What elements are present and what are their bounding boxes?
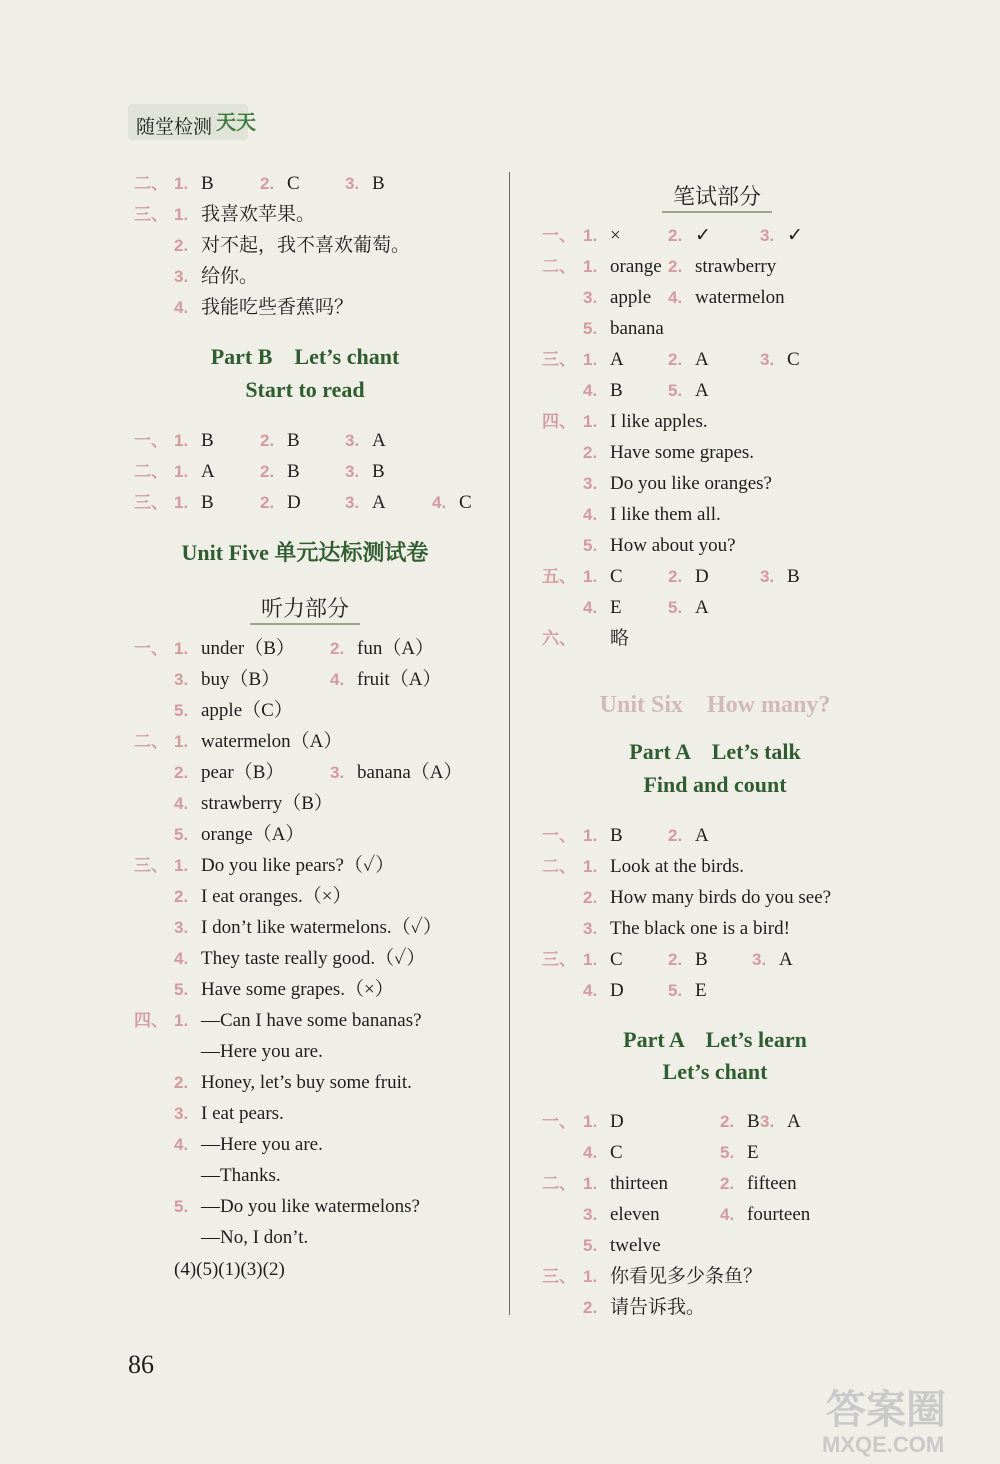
answer-text: strawberry <box>695 256 777 277</box>
answer-text: Have some grapes. <box>610 442 755 463</box>
answer-text: Honey, let’s buy some fruit. <box>201 1072 412 1093</box>
section-marker: 四、 <box>542 412 576 431</box>
answer-text: The black one is a bird! <box>610 918 790 939</box>
answer-text: B <box>372 461 385 482</box>
answer-text: fun（A） <box>357 638 435 659</box>
item-number: 1. <box>174 493 189 512</box>
item-number: 2. <box>174 763 189 782</box>
answer-text: ✓ <box>695 225 711 246</box>
answer-text: 略 <box>610 628 630 649</box>
section-marker: 三、 <box>134 856 168 875</box>
item-number: 1. <box>174 639 189 658</box>
item-number: 4. <box>174 1135 189 1154</box>
item-number: 1. <box>174 205 189 224</box>
item-number: 3. <box>345 493 360 512</box>
item-number: 2. <box>174 236 189 255</box>
answer-text: Do you like oranges? <box>610 473 772 494</box>
item-number: 3. <box>760 567 775 586</box>
answer-text: —No, I don’t. <box>201 1227 309 1248</box>
answer-text: apple <box>610 287 652 308</box>
item-number: 4. <box>174 794 189 813</box>
answer-text: banana <box>610 318 664 339</box>
answer-text: A <box>787 1111 801 1132</box>
item-number: 3. <box>345 462 360 481</box>
item-number: 4. <box>668 288 683 307</box>
answer-text: How about you? <box>610 535 736 556</box>
item-number: 1. <box>583 826 598 845</box>
item-number: 5. <box>668 381 683 400</box>
item-number: 2. <box>583 1298 598 1317</box>
answer-text: A <box>372 430 386 451</box>
item-number: 2. <box>668 826 683 845</box>
item-number: 2. <box>260 462 275 481</box>
item-number: 4. <box>432 493 447 512</box>
answer-text: B <box>695 949 708 970</box>
answer-text: A <box>695 349 709 370</box>
item-number: 1. <box>583 1174 598 1193</box>
item-number: 1. <box>583 1267 598 1286</box>
answer-text: I eat pears. <box>201 1103 284 1124</box>
item-number: 3. <box>174 670 189 689</box>
item-number: 1. <box>174 732 189 751</box>
section-marker: 三、 <box>542 950 576 969</box>
answer-text: A <box>610 349 624 370</box>
item-number: 2. <box>260 431 275 450</box>
item-number: 4. <box>174 298 189 317</box>
answer-text: under（B） <box>201 638 295 659</box>
watermark-url: MXQE.COM <box>822 1432 945 1457</box>
answer-text: fruit（A） <box>357 669 442 690</box>
item-number: 1. <box>583 257 598 276</box>
answer-text: buy（B） <box>201 669 281 690</box>
item-number: 3. <box>583 1205 598 1224</box>
answer-text: twelve <box>610 1235 661 1256</box>
answer-text: fourteen <box>747 1204 811 1225</box>
answer-text: B <box>201 173 214 194</box>
item-number: 2. <box>668 950 683 969</box>
watermark-logo: 答案圈 <box>826 1388 946 1432</box>
answer-text: 你看见多少条鱼？ <box>610 1266 763 1287</box>
item-number: 2. <box>260 174 275 193</box>
answer-text: —Here you are. <box>201 1134 323 1155</box>
item-number: 3. <box>174 918 189 937</box>
section-marker: 三、 <box>134 493 168 512</box>
item-number: 4. <box>583 598 598 617</box>
item-number: 5. <box>668 981 683 1000</box>
answer-text: I like them all. <box>610 504 721 525</box>
part-a-learn-heading-2: Let’s chant <box>662 1059 768 1084</box>
unit-five-title: Unit Five 单元达标测试卷 <box>181 540 429 565</box>
item-number: 2. <box>720 1174 735 1193</box>
item-number: 1. <box>174 1011 189 1030</box>
answer-text: ✓ <box>787 225 803 246</box>
section-marker: 三、 <box>542 1267 576 1286</box>
item-number: 4. <box>583 381 598 400</box>
answer-text: watermelon（A） <box>201 731 343 752</box>
item-number: 3. <box>330 763 345 782</box>
item-number: 3. <box>345 174 360 193</box>
answer-text: apple（C） <box>201 700 293 721</box>
item-number: 3. <box>174 1104 189 1123</box>
section-marker: 三、 <box>134 205 168 224</box>
order-answer: (4)(5)(1)(3)(2) <box>174 1259 285 1280</box>
answer-text: watermelon <box>695 287 785 308</box>
item-number: 2. <box>668 567 683 586</box>
answer-text: B <box>787 566 800 587</box>
section-marker: 二、 <box>134 732 168 751</box>
item-number: 2. <box>668 257 683 276</box>
item-number: 3. <box>583 919 598 938</box>
item-number: 3. <box>583 474 598 493</box>
item-number: 4. <box>174 949 189 968</box>
answer-text: C <box>287 173 300 194</box>
section-marker: 三、 <box>542 350 576 369</box>
header-title: 随堂检测 <box>136 116 213 138</box>
answer-text: Do you like pears?（✓） <box>201 855 395 876</box>
answer-text: I don’t like watermelons.（✓） <box>201 917 442 938</box>
answer-text: banana（A） <box>357 762 463 783</box>
item-number: 1. <box>174 431 189 450</box>
answer-text: C <box>787 349 800 370</box>
item-number: 2. <box>330 639 345 658</box>
page-number: 86 <box>128 1350 154 1379</box>
answer-text: 我喜欢苹果。 <box>201 204 316 225</box>
section-marker: 五、 <box>542 567 576 586</box>
answer-text: B <box>747 1111 760 1132</box>
answer-text: × <box>610 225 621 246</box>
item-number: 2. <box>260 493 275 512</box>
answer-text: C <box>459 492 472 513</box>
section-marker: 二、 <box>134 462 168 481</box>
answer-text: B <box>201 430 214 451</box>
answer-text: E <box>695 980 707 1001</box>
answer-text: thirteen <box>610 1173 669 1194</box>
answer-text: D <box>610 980 624 1001</box>
item-number: 1. <box>174 174 189 193</box>
header-accent: 天天 <box>216 110 256 134</box>
item-number: 3. <box>345 431 360 450</box>
part-b-heading-1: Part B Let’s chant <box>210 344 400 369</box>
section-marker: 一、 <box>542 226 576 245</box>
answer-text: —Do you like watermelons? <box>201 1196 420 1217</box>
item-number: 4. <box>720 1205 735 1224</box>
answer-text: A <box>695 825 709 846</box>
answer-text: orange <box>610 256 662 277</box>
part-a-talk-heading-2: Find and count <box>643 772 787 797</box>
answer-text: C <box>610 1142 623 1163</box>
section-marker: 二、 <box>542 257 576 276</box>
column-divider <box>509 172 510 1315</box>
item-number: 1. <box>583 567 598 586</box>
answer-text: —Can I have some bananas? <box>201 1010 422 1031</box>
answer-text: fifteen <box>747 1173 797 1194</box>
item-number: 1. <box>583 857 598 876</box>
part-a-talk-heading-1: Part A Let’s talk <box>629 739 801 764</box>
item-number: 1. <box>583 350 598 369</box>
answer-text: 给你。 <box>201 266 259 287</box>
answer-text: B <box>372 173 385 194</box>
written-heading: 笔试部分 <box>662 180 772 213</box>
answer-text: C <box>610 566 623 587</box>
item-number: 2. <box>583 443 598 462</box>
item-number: 3. <box>760 1112 775 1131</box>
section-marker: 一、 <box>542 1112 576 1131</box>
item-number: 2. <box>668 226 683 245</box>
item-number: 2. <box>174 887 189 906</box>
answer-text: 对不起，我不喜欢葡萄。 <box>201 235 411 256</box>
answer-text: —Here you are. <box>201 1041 323 1062</box>
item-number: 5. <box>668 598 683 617</box>
item-number: 4. <box>583 981 598 1000</box>
answer-text: E <box>747 1142 759 1163</box>
item-number: 5. <box>583 536 598 555</box>
section-marker: 四、 <box>134 1011 168 1030</box>
answer-text: D <box>287 492 301 513</box>
answer-text: B <box>610 825 623 846</box>
item-number: 1. <box>583 226 598 245</box>
item-number: 2. <box>668 350 683 369</box>
part-b-heading-2: Start to read <box>245 377 365 402</box>
item-number: 5. <box>174 1197 189 1216</box>
answer-text: A <box>695 380 709 401</box>
item-number: 3. <box>760 350 775 369</box>
part-a-learn-heading-1: Part A Let’s learn <box>623 1027 807 1052</box>
item-number: 5. <box>583 1236 598 1255</box>
item-number: 1. <box>583 950 598 969</box>
answer-text: 我能吃些香蕉吗？ <box>201 297 354 318</box>
item-number: 5. <box>174 701 189 720</box>
section-marker: 一、 <box>542 826 576 845</box>
answer-text: B <box>610 380 623 401</box>
answer-text: —Thanks. <box>201 1165 281 1186</box>
item-number: 5. <box>720 1143 735 1162</box>
section-marker: 一、 <box>134 431 168 450</box>
unit-six-title: Unit Six How many? <box>599 692 831 718</box>
item-number: 3. <box>583 288 598 307</box>
answer-text: C <box>610 949 623 970</box>
answer-text: I eat oranges.（×） <box>201 886 352 907</box>
listening-heading: 听力部分 <box>250 592 360 625</box>
section-marker: 一、 <box>134 639 168 658</box>
answer-text: eleven <box>610 1204 660 1225</box>
answer-text: orange（A） <box>201 824 305 845</box>
item-number: 5. <box>174 825 189 844</box>
answer-text: B <box>201 492 214 513</box>
item-number: 5. <box>174 980 189 999</box>
answer-text: pear（B） <box>201 762 285 783</box>
answer-text: B <box>287 461 300 482</box>
answer-text: E <box>610 597 622 618</box>
item-number: 3. <box>752 950 767 969</box>
item-number: 2. <box>174 1073 189 1092</box>
answer-text: A <box>695 597 709 618</box>
answer-text: A <box>201 461 215 482</box>
answer-text: A <box>372 492 386 513</box>
item-number: 1. <box>174 462 189 481</box>
item-number: 2. <box>720 1112 735 1131</box>
item-number: 4. <box>330 670 345 689</box>
item-number: 4. <box>583 1143 598 1162</box>
section-marker: 二、 <box>134 174 168 193</box>
item-number: 1. <box>583 1112 598 1131</box>
answer-text: 请告诉我。 <box>610 1297 706 1318</box>
answer-text: D <box>695 566 709 587</box>
answer-text: They taste really good.（✓） <box>201 948 426 969</box>
item-number: 3. <box>760 226 775 245</box>
answer-text: D <box>610 1111 624 1132</box>
answer-text: Have some grapes.（×） <box>201 979 394 1000</box>
section-marker: 二、 <box>542 1174 576 1193</box>
item-number: 3. <box>174 267 189 286</box>
item-number: 1. <box>174 856 189 875</box>
answer-text: How many birds do you see? <box>610 887 832 908</box>
section-marker: 六、 <box>542 629 576 648</box>
item-number: 1. <box>583 412 598 431</box>
answer-text: I like apples. <box>610 411 708 432</box>
answer-text: A <box>779 949 793 970</box>
item-number: 2. <box>583 888 598 907</box>
item-number: 4. <box>583 505 598 524</box>
answer-text: B <box>287 430 300 451</box>
answer-text: Look at the birds. <box>610 856 745 877</box>
answer-text: strawberry（B） <box>201 793 333 814</box>
section-marker: 二、 <box>542 857 576 876</box>
item-number: 5. <box>583 319 598 338</box>
